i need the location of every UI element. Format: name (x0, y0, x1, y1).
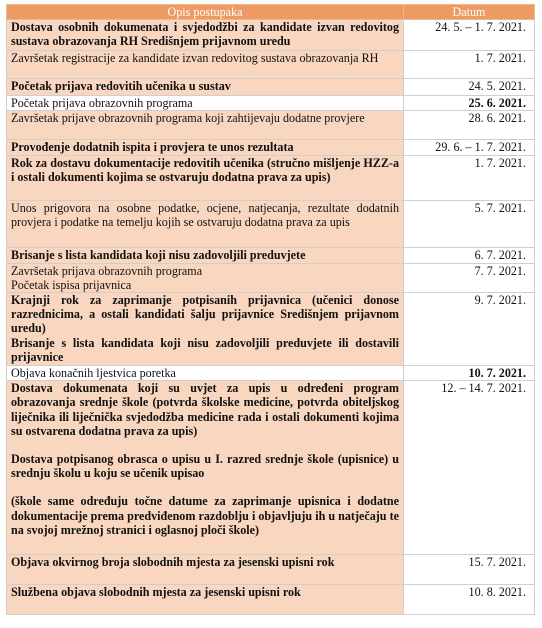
table-row (7, 366, 535, 381)
description-line: Početak prijava obrazovnih programa (11, 96, 193, 111)
row-date: 7. 7. 2021. (404, 263, 535, 292)
row-description (7, 111, 404, 140)
description-line: Provođenje dodatnih ispita i provjera te unos rezultata (11, 140, 294, 155)
row-description (7, 381, 404, 555)
row-date: 15. 7. 2021. (404, 555, 535, 585)
row-description (7, 247, 404, 263)
description-line: Završetak prijava obrazovnih programa (11, 263, 203, 278)
row-date: 24. 5. – 1. 7. 2021. (404, 20, 535, 51)
description-line: Objava okvirnog broja slobodnih mjesta za jesenski upisni rok (11, 555, 335, 570)
row-description (7, 96, 404, 111)
row-description (7, 263, 404, 292)
row-date: 10. 7. 2021. (404, 366, 535, 381)
schedule-table (6, 4, 535, 615)
row-description (7, 200, 404, 247)
table-row (7, 96, 535, 111)
row-date: 10. 8. 2021. (404, 585, 535, 615)
row-description (7, 293, 404, 366)
row-description (7, 140, 404, 155)
description-line: Završetak prijave obrazovnih programa koji zahtijevaju dodatne provjere (11, 111, 365, 126)
description-line: Dostava potpisanog obrasca o upisu u I. razred srednje škole (upisnice) u srednju školu u koju se učenik upisao (11, 452, 399, 481)
description-line: Unos prigovora na osobne podatke, ocjene, natjecanja, rezultate dodatnih provjera i podatke na temelju kojih se ostvaruju dodatna prava za upis (11, 200, 399, 229)
row-description (7, 20, 404, 51)
description-line: Početak prijava redovitih učenika u sustav (11, 79, 231, 94)
row-date: 9. 7. 2021. (404, 293, 535, 366)
row-description (7, 79, 404, 96)
table-row (7, 381, 535, 555)
row-date: 24. 5. 2021. (404, 79, 535, 96)
description-line: Krajnji rok za zaprimanje potpisanih prijavnica (učenici donose razrednicima, a ostali kandidati šalju prijavnice Središnjem prijavnom uredu) (11, 293, 399, 336)
table-row (7, 200, 535, 247)
table-row (7, 247, 535, 263)
schedule-rows (7, 20, 535, 615)
row-description (7, 51, 404, 79)
row-description (7, 585, 404, 615)
row-date: 1. 7. 2021. (404, 51, 535, 79)
row-description (7, 366, 404, 381)
description-line: Objava konačnih ljestvica poretka (11, 366, 176, 381)
header-description: Opis postupaka (7, 5, 404, 20)
table-row (7, 263, 535, 292)
row-description (7, 155, 404, 200)
row-date: 28. 6. 2021. (404, 111, 535, 140)
header-date: Datum (404, 5, 535, 20)
table-row (7, 585, 535, 615)
table-row (7, 79, 535, 96)
table-row (7, 51, 535, 79)
row-date: 12. – 14. 7. 2021. (404, 381, 535, 555)
row-date: 29. 6. – 1. 7. 2021. (404, 140, 535, 155)
description-line: Rok za dostavu dokumentacije redovitih učenika (stručno mišljenje HZZ-a i ostali dokumenti kojima se ostvaruju dodatna prava za upis) (11, 155, 399, 184)
paragraph-gap (11, 480, 399, 494)
description-line: (škole same određuju točne datume za zaprimanje upisnica i dodatne dokumentacije prema predviđenom razdoblju i objavljuju ih u natječaju te na svojoj mrežnoj stranici i oglasnoj ploči škole) (11, 494, 399, 537)
description-line: Završetak registracije za kandidate izvan redovitog sustava obrazovanja RH (11, 51, 379, 66)
description-line: Brisanje s lista kandidata koji nisu zadovoljili preduvjete (11, 247, 306, 262)
table-header-row (7, 5, 535, 20)
row-date: 5. 7. 2021. (404, 200, 535, 247)
table-row (7, 293, 535, 366)
paragraph-gap (11, 438, 399, 452)
row-description (7, 555, 404, 585)
table-row (7, 140, 535, 155)
table-row (7, 20, 535, 51)
description-line: Dostava dokumenata koji su uvjet za upis u određeni program obrazovanja srednje škole (potvrda školske medicine, potvrda obiteljskog liječnika ili liječnička svjedodžba medicine rada i ostali dokumenti kojima su ostvarena dodatna prava za upis) (11, 381, 399, 438)
description-line: Brisanje s lista kandidata koji nisu zadovoljili preduvjete ili dostavili prijavnice (11, 335, 399, 364)
row-date: 1. 7. 2021. (404, 155, 535, 200)
description-line: Službena objava slobodnih mjesta za jesenski upisni rok (11, 585, 301, 600)
description-line: Početak ispisa prijavnica (11, 277, 132, 292)
row-date: 6. 7. 2021. (404, 247, 535, 263)
table-row (7, 111, 535, 140)
row-date: 25. 6. 2021. (404, 96, 535, 111)
description-line: Dostava osobnih dokumenata i svjedodžbi za kandidate izvan redovitog sustava obrazovanja RH Središnjem prijavnom uredu (11, 20, 399, 49)
table-row (7, 155, 535, 200)
table-row (7, 555, 535, 585)
